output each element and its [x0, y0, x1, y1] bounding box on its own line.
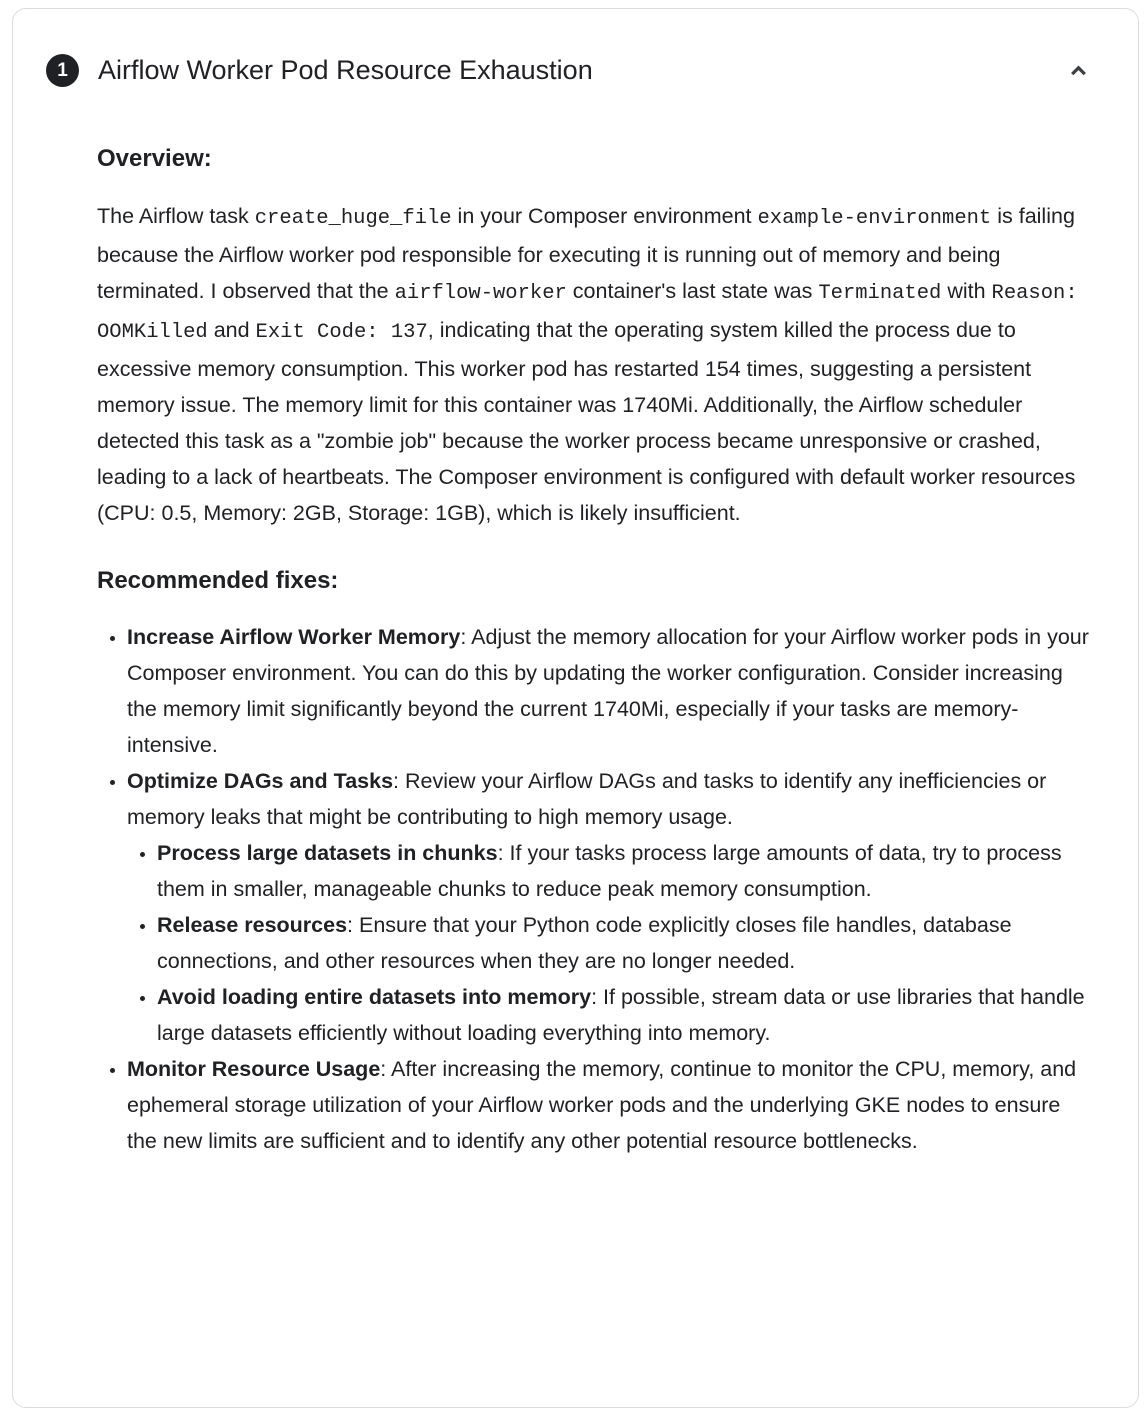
issue-card-body: [13, 143, 1138, 1159]
issue-title: Airflow Worker Pod Resource Exhaustion: [98, 55, 593, 85]
fix-item-lead: Monitor Resource Usage: [127, 1057, 381, 1081]
chevron-up-icon: [1065, 57, 1092, 84]
fix-item: [157, 907, 1092, 979]
text-run: and: [207, 318, 256, 342]
inline-code: create_huge_file: [254, 207, 452, 230]
text-run: with: [941, 279, 992, 303]
text-run: The Airflow task: [97, 204, 255, 228]
issue-number-badge: 1: [46, 54, 79, 87]
fix-item: [157, 835, 1092, 907]
inline-code: Reason: OOMKilled: [97, 282, 1078, 344]
collapse-button[interactable]: [1054, 47, 1102, 95]
text-run: , indicating that the operating system killed the process due to excessive memory consumption. This worker pod has restarted 154 times, suggesting a persistent memory issue. The memory limit for this container was 1740Mi. Additionally, the Airflow scheduler detected this task as a "zombie job" because the worker process became unresponsive or crashed, leading to a lack of heartbeats. The Composer environment is configured with default worker resources (CPU: 0.5, Memory: 2GB, Storage: 1GB), which is likely insufficient.: [97, 318, 1076, 525]
overview-heading: Overview:: [97, 145, 212, 172]
inline-code: Exit Code: 137: [255, 321, 428, 344]
fix-item-lead: Increase Airflow Worker Memory: [127, 625, 461, 649]
fix-item-lead: Release resources: [157, 913, 348, 937]
fix-item: [127, 763, 1092, 1051]
fix-item-lead: Optimize DAGs and Tasks: [127, 769, 394, 793]
issue-card-header: [13, 9, 1138, 87]
text-run: : After increasing the memory, continue to monitor the CPU, memory, and ephemeral storage utilization of your Airflow worker pods and the underlying GKE nodes to ensure the new limits are sufficient and to identify any other potential resource bottlenecks.: [127, 1057, 1077, 1153]
fix-item: [157, 979, 1092, 1051]
inline-code: Terminated: [818, 282, 942, 305]
fix-item: [127, 619, 1092, 763]
text-run: : Ensure that your Python code explicitly closes file handles, database connections, and other resources when they are no longer needed.: [157, 913, 1012, 973]
text-run: : Review your Airflow DAGs and tasks to identify any inefficiencies or memory leaks that might be contributing to high memory usage.: [127, 769, 1047, 829]
issue-card: [12, 8, 1139, 1408]
inline-code: airflow-worker: [394, 282, 567, 305]
text-run: : If possible, stream data or use libraries that handle large datasets efficiently without loading everything into memory.: [157, 985, 1085, 1045]
fix-item-lead: Process large datasets in chunks: [157, 841, 498, 865]
fix-sublist: [127, 835, 1092, 1051]
fixes-list: [97, 619, 1092, 1159]
fix-item: [127, 1051, 1092, 1159]
text-run: container's last state was: [566, 279, 819, 303]
overview-paragraph: [97, 198, 1092, 531]
text-run: is failing because the Airflow worker pod responsible for executing it is running out of memory and being terminated. I observed that the: [97, 204, 1075, 303]
fix-item-lead: Avoid loading entire datasets into memory: [157, 985, 592, 1009]
text-run: : Adjust the memory allocation for your Airflow worker pods in your Composer environment. You can do this by updating the worker configuration. Consider increasing the memory limit significantly beyond the current 1740Mi, especially if your tasks are memory-intensive.: [127, 625, 1089, 757]
inline-code: example-environment: [757, 207, 992, 230]
text-run: in your Composer environment: [451, 204, 758, 228]
text-run: : If your tasks process large amounts of data, try to process them in smaller, manageable chunks to reduce peak memory consumption.: [157, 841, 1062, 901]
recommended-fixes-heading: Recommended fixes:: [97, 567, 339, 594]
